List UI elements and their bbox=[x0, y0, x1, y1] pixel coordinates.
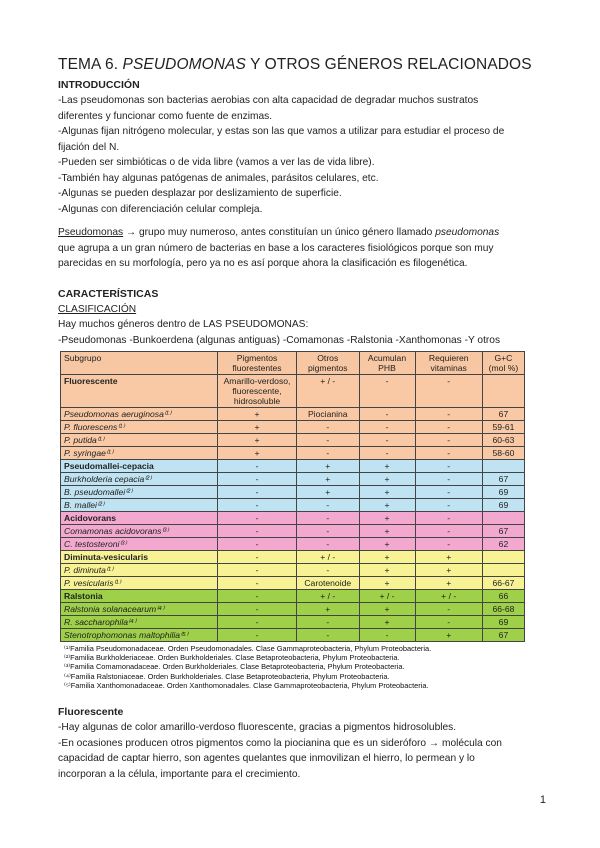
intro-line: -Las pseudomonas son bacterias aerobias con alta capacidad de degradar muchos sustratos bbox=[58, 95, 479, 106]
table-cell: Piocianina bbox=[297, 408, 360, 421]
table-cell: - bbox=[218, 499, 297, 512]
table-row bbox=[61, 525, 525, 538]
table-group-row bbox=[61, 375, 525, 408]
subgroup-name-cell: Stenotrophomonas maltophilia⁽⁵⁾ bbox=[61, 629, 218, 642]
table-row bbox=[61, 564, 525, 577]
table-cell: - bbox=[297, 564, 360, 577]
table-cell: - bbox=[297, 447, 360, 460]
table-group-row bbox=[61, 460, 525, 473]
table-cell: - bbox=[415, 525, 482, 538]
page-title: TEMA 6. PSEUDOMONAS Y OTROS GÉNEROS RELACIONADOS bbox=[58, 56, 532, 73]
table-cell: + / - bbox=[297, 375, 360, 408]
table-cell: - bbox=[218, 512, 297, 525]
table-cell: - bbox=[218, 590, 297, 603]
table-cell bbox=[482, 512, 524, 525]
table-group-row bbox=[61, 512, 525, 525]
fluorescente-heading: Fluorescente bbox=[58, 706, 124, 719]
table-row bbox=[61, 603, 525, 616]
footnote: ⁽⁴⁾Familia Ralstoniaceae. Orden Burkholderiales. Clase Betaproteobacteria, Phylum Proteobacteria. bbox=[64, 671, 390, 681]
table-cell: - bbox=[359, 375, 415, 408]
table-cell: - bbox=[415, 499, 482, 512]
table-cell: - bbox=[415, 434, 482, 447]
table-cell: 69 bbox=[482, 499, 524, 512]
table-cell: + / - bbox=[415, 590, 482, 603]
intro-line: fijación del N. bbox=[58, 141, 120, 153]
table-cell: 62 bbox=[482, 538, 524, 551]
table-row bbox=[61, 538, 525, 551]
table-cell: 69 bbox=[482, 616, 524, 629]
table-cell: - bbox=[297, 616, 360, 629]
table-cell: 66-67 bbox=[482, 577, 524, 590]
subgroup-name-cell: R. saccharophila⁽⁴⁾ bbox=[61, 616, 218, 629]
table-cell: + bbox=[415, 577, 482, 590]
table-cell: 58-60 bbox=[482, 447, 524, 460]
table-cell bbox=[482, 460, 524, 473]
table-row bbox=[61, 616, 525, 629]
fluorescente-text bbox=[58, 720, 548, 782]
clasificacion-line2: -Pseudomonas -Bunkoerdena (algunas antiguas) -Comamonas -Ralstonia -Xanthomonas -Y otros bbox=[58, 334, 501, 346]
table-cell: + bbox=[359, 486, 415, 499]
subgroup-name-cell: P. putida⁽¹⁾ bbox=[61, 434, 218, 447]
table-cell: 67 bbox=[482, 525, 524, 538]
subgroup-name-cell: Ralstonia solanacearum⁽⁴⁾ bbox=[61, 603, 218, 616]
table-group-row bbox=[61, 590, 525, 603]
table-cell: - bbox=[415, 447, 482, 460]
pseudomonas-paragraph-line3: parecidas en su morfología, pero ya no es así porque ahora la clasificación es filogenética. bbox=[58, 258, 468, 269]
pseudomonas-paragraph-line2: que agrupa a un gran número de bacterias en base a los caracteres fisiológicos porque son muy bbox=[58, 242, 494, 254]
table-cell: - bbox=[359, 447, 415, 460]
table-cell: 60-63 bbox=[482, 434, 524, 447]
table-cell: - bbox=[297, 421, 360, 434]
table-row bbox=[61, 629, 525, 642]
intro-line: -Algunas fijan nitrógeno molecular, y estas son las que vamos a utilizar para estudiar el proceso de bbox=[58, 126, 505, 137]
table-cell: - bbox=[218, 564, 297, 577]
table-cell: - bbox=[297, 434, 360, 447]
intro-heading: INTRODUCCIÓN bbox=[58, 79, 140, 91]
intro-line: -Algunas con diferenciación celular compleja. bbox=[58, 203, 263, 215]
table-cell: - bbox=[415, 473, 482, 486]
table-cell: 67 bbox=[482, 473, 524, 486]
table-cell: + / - bbox=[297, 551, 360, 564]
table-cell: 69 bbox=[482, 486, 524, 499]
table-cell: + / - bbox=[297, 590, 360, 603]
subgroup-name-cell: Pseudomallei-cepacia bbox=[61, 460, 218, 473]
table-cell: + bbox=[359, 616, 415, 629]
pseudomonas-paragraph: Pseudomonas → grupo muy numeroso, antes constituían un único género llamado pseudomonas bbox=[58, 227, 500, 238]
table-cell: + bbox=[297, 486, 360, 499]
table-cell: 59-61 bbox=[482, 421, 524, 434]
table-row bbox=[61, 577, 525, 590]
table-cell: - bbox=[359, 434, 415, 447]
table-cell: - bbox=[415, 460, 482, 473]
subgroup-name-cell: Ralstonia bbox=[61, 590, 218, 603]
table-row bbox=[61, 421, 525, 434]
table-cell: - bbox=[415, 512, 482, 525]
table-cell: + bbox=[297, 603, 360, 616]
table-cell: + bbox=[359, 473, 415, 486]
table-cell: + bbox=[359, 512, 415, 525]
caracteristicas-heading: CARACTERÍSTICAS bbox=[58, 287, 159, 300]
table-cell: + bbox=[415, 551, 482, 564]
intro-line: -Algunas se pueden desplazar por deslizamiento de superficie. bbox=[58, 188, 342, 199]
table-header-cell: Acumulan PHB bbox=[359, 352, 415, 375]
subgroup-name-cell: C. testosteroni⁽³⁾ bbox=[61, 538, 218, 551]
table-cell: + bbox=[359, 577, 415, 590]
subgroup-name-cell: Diminuta-vesicularis bbox=[61, 551, 218, 564]
table-cell: + bbox=[415, 629, 482, 642]
table-cell: - bbox=[415, 616, 482, 629]
table-cell: - bbox=[218, 486, 297, 499]
table-cell: - bbox=[218, 551, 297, 564]
subgroup-name-cell: Comamonas acidovorans⁽³⁾ bbox=[61, 525, 218, 538]
table-cell: + bbox=[218, 434, 297, 447]
fluorescente-line: -Hay algunas de color amarillo-verdoso fluorescente, gracias a pigmentos hidrosolubles. bbox=[58, 722, 457, 734]
table-row bbox=[61, 473, 525, 486]
table-cell: 66-68 bbox=[482, 603, 524, 616]
table-cell: + bbox=[297, 460, 360, 473]
table-cell: - bbox=[415, 538, 482, 551]
table-cell: 66 bbox=[482, 590, 524, 603]
table-cell: - bbox=[297, 629, 360, 642]
table-cell: + bbox=[359, 460, 415, 473]
footnote: ⁽²⁾Familia Burkholderiaceae. Orden Burkholderiales. Clase Betaproteobacteria, Phylum Proteobacteria. bbox=[64, 653, 400, 663]
subgroup-name-cell: Burkholderia cepacia⁽²⁾ bbox=[61, 473, 218, 486]
table-cell: + bbox=[359, 525, 415, 538]
table-cell: - bbox=[218, 460, 297, 473]
table-cell: + bbox=[359, 499, 415, 512]
fluorescente-line: incorporan a la célula, importante para el crecimiento. bbox=[58, 768, 301, 780]
table-footnotes bbox=[64, 644, 548, 690]
table-cell: - bbox=[359, 629, 415, 642]
table-cell: - bbox=[297, 525, 360, 538]
table-cell: 67 bbox=[482, 629, 524, 642]
table-cell: - bbox=[218, 629, 297, 642]
table-row bbox=[61, 408, 525, 421]
table-cell: + / - bbox=[359, 590, 415, 603]
table-cell: 67 bbox=[482, 408, 524, 421]
fluorescente-line: -En ocasiones producen otros pigmentos como la piocianina que es un sideróforo → molécula con bbox=[58, 737, 502, 749]
table-group-row bbox=[61, 551, 525, 564]
table-cell: Carotenoide bbox=[297, 577, 360, 590]
table-cell: - bbox=[297, 499, 360, 512]
subgroup-name-cell: B. mallei⁽²⁾ bbox=[61, 499, 218, 512]
table-cell: - bbox=[218, 603, 297, 616]
intro-line: -Pueden ser simbióticas o de vida libre (vamos a ver las de vida libre). bbox=[58, 157, 375, 168]
table-cell: - bbox=[297, 512, 360, 525]
intro-text bbox=[58, 93, 548, 217]
table-header-cell: Otros pigmentos bbox=[297, 352, 360, 375]
footnote: ⁽¹⁾Familia Pseudomonadaceae. Orden Pseudomonadales. Clase Gammaproteobacteria, Phylum Proteobacteria. bbox=[64, 644, 432, 653]
footnote: ⁽⁵⁾Familia Xanthomonadaceae. Orden Xanthomonadales. Clase Gammaproteobacteria, Phylum Proteobacteria. bbox=[64, 680, 429, 690]
clasificacion-line1: Hay muchos géneros dentro de LAS PSEUDOMONAS: bbox=[58, 319, 309, 330]
subgroup-table bbox=[60, 351, 525, 642]
subgroup-name-cell: B. pseudomallei⁽²⁾ bbox=[61, 486, 218, 499]
intro-line: -También hay algunas patógenas de animales, parásitos celulares, etc. bbox=[58, 172, 379, 184]
subgroup-name-cell: Pseudomonas aeruginosa⁽¹⁾ bbox=[61, 408, 218, 421]
table-header-row bbox=[61, 352, 525, 375]
table-cell bbox=[482, 564, 524, 577]
table-row bbox=[61, 447, 525, 460]
table-cell: - bbox=[415, 603, 482, 616]
table-cell: + bbox=[297, 473, 360, 486]
table-cell: - bbox=[415, 408, 482, 421]
subgroup-name-cell: P. vesicularis⁽¹⁾ bbox=[61, 577, 218, 590]
table-cell: + bbox=[218, 421, 297, 434]
table-cell bbox=[482, 551, 524, 564]
table-cell: - bbox=[218, 525, 297, 538]
table-cell: + bbox=[359, 603, 415, 616]
table-cell bbox=[482, 375, 524, 408]
table-cell: + bbox=[415, 564, 482, 577]
table-cell: + bbox=[359, 564, 415, 577]
table-cell: - bbox=[297, 538, 360, 551]
table-cell: - bbox=[218, 538, 297, 551]
clasificacion-subheading: CLASIFICACIÓN bbox=[58, 303, 137, 315]
table-row bbox=[61, 486, 525, 499]
table-cell: - bbox=[415, 375, 482, 408]
table-cell: Amarillo-verdoso, fluorescente, hidrosoluble bbox=[218, 375, 297, 408]
footnote: ⁽³⁾Familia Comamonadaceae. Orden Burkholderiales. Clase Betaproteobacteria, Phylum Proteobacteria. bbox=[64, 662, 405, 672]
table-cell: - bbox=[218, 616, 297, 629]
table-row bbox=[61, 434, 525, 447]
table-header-cell: Subgrupo bbox=[61, 352, 218, 375]
subgroup-name-cell: Acidovorans bbox=[61, 512, 218, 525]
subgroup-name-cell: P. diminuta⁽¹⁾ bbox=[61, 564, 218, 577]
table-header-cell: Requieren vitaminas bbox=[415, 352, 482, 375]
table-cell: - bbox=[218, 473, 297, 486]
subgroup-name-cell: P. syringae⁽¹⁾ bbox=[61, 447, 218, 460]
table-cell: - bbox=[415, 421, 482, 434]
table-row bbox=[61, 499, 525, 512]
intro-line: diferentes y funcionar como fuente de enzimas. bbox=[58, 110, 273, 122]
table-cell: - bbox=[359, 408, 415, 421]
page-number: 1 bbox=[539, 794, 546, 806]
document-page bbox=[58, 56, 548, 782]
table-cell: - bbox=[415, 486, 482, 499]
table-header-cell: G+C (mol %) bbox=[482, 352, 524, 375]
table-header-cell: Pigmentos fluorestentes bbox=[218, 352, 297, 375]
table-cell: + bbox=[359, 551, 415, 564]
table-cell: + bbox=[218, 408, 297, 421]
table-cell: - bbox=[359, 421, 415, 434]
table-cell: + bbox=[218, 447, 297, 460]
subgroup-name-cell: Fluorescente bbox=[61, 375, 218, 408]
fluorescente-line: capacidad de captar hierro, son agentes quelantes que inmovilizan el hierro, lo permean y lo bbox=[58, 753, 475, 765]
table-cell: + bbox=[359, 538, 415, 551]
table-cell: - bbox=[218, 577, 297, 590]
subgroup-name-cell: P. fluorescens⁽¹⁾ bbox=[61, 421, 218, 434]
